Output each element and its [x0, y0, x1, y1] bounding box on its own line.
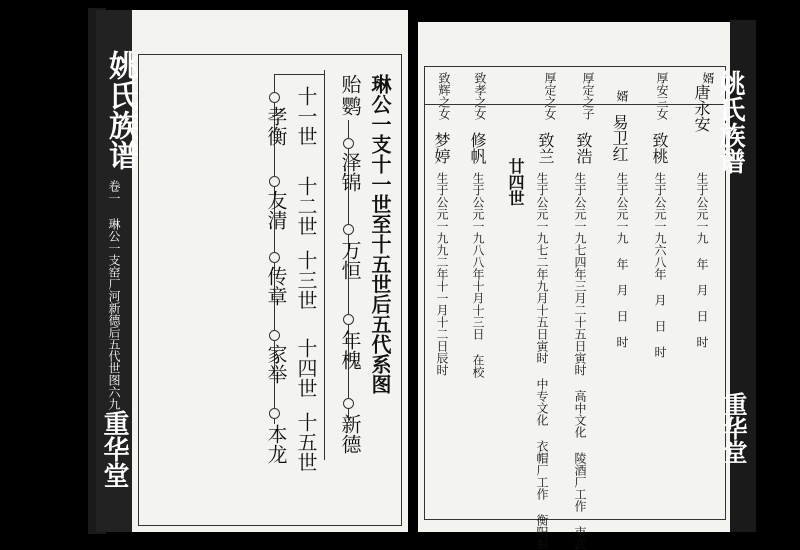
gen-11: 十一世 — [294, 86, 318, 146]
node — [269, 92, 280, 103]
col3-name: 易卫红 — [610, 114, 629, 162]
gen-divider — [324, 70, 325, 460]
col4-birth: 生于公元一九七四年三月二十五日寅时 高中文化 陵酒厂工作 市武 — [573, 172, 587, 550]
gen-24: 廿四世 — [506, 158, 525, 206]
col7-name: 修帆 — [468, 132, 487, 164]
right-page — [418, 22, 748, 550]
col1-name: 唐永安 — [692, 84, 711, 132]
header-rule — [424, 104, 724, 105]
name-nianhuai: 年槐 — [338, 330, 362, 370]
name-yi: 贻 — [338, 74, 362, 94]
hall-name-right: 重华堂 — [719, 392, 748, 464]
col2-name: 致桃 — [650, 132, 669, 164]
name-jiaju: 家举 — [264, 344, 288, 384]
col5-birth: 生于公元一九七二年九月十五日寅时 中专文化 衣帽厂工作 衡阳制 — [535, 172, 549, 550]
name-benlong: 本龙 — [264, 424, 288, 464]
name-xiaoheng: 孝衡 — [264, 106, 288, 146]
col7-birth: 生于公元一九八八年十月十三日 在校 — [471, 172, 485, 378]
node — [269, 176, 280, 187]
chart-title: 琳公一支十一世至十五世后五代系图 — [368, 74, 392, 394]
node — [269, 408, 280, 419]
col1-birth: 生于公元一九 年 月 日 时 — [695, 172, 709, 348]
name-youqing: 友清 — [264, 190, 288, 230]
col8-birth: 生于公元一九九二年十一月十二日辰时 — [435, 172, 449, 376]
col7-rel: 致孝之女 — [473, 72, 487, 120]
col1-rel: 婿 — [701, 72, 715, 84]
col4-name: 致浩 — [574, 132, 593, 164]
node — [343, 398, 354, 409]
gen-12: 十二世 — [294, 176, 318, 236]
gen-15: 十五世 — [294, 412, 318, 472]
col8-name: 梦婷 — [432, 132, 451, 164]
col5-name: 致兰 — [536, 132, 555, 164]
node — [343, 224, 354, 235]
gen-14: 十四世 — [294, 338, 318, 398]
col3-rel: 婿 — [615, 90, 629, 102]
node — [269, 252, 280, 263]
name-zejin: 泽锦 — [338, 152, 362, 192]
hall-name-left: 重华堂 — [99, 410, 129, 488]
col4-rel: 厚定之子 — [581, 72, 595, 120]
name-ying: 鹦 — [338, 96, 362, 116]
book-title-right: 姚氏族谱 — [715, 70, 745, 174]
name-xinde: 新德 — [338, 414, 362, 454]
connector — [274, 74, 324, 75]
name-chuanzhang: 传章 — [264, 266, 288, 306]
margin-info: 卷一 琳公一支窑厂河新德后五代世图六九 — [107, 180, 121, 410]
col3-birth: 生于公元一九 年 月 日 时 — [615, 172, 629, 348]
left-page — [96, 10, 408, 532]
col5-rel: 厚定之女 — [543, 72, 557, 120]
node — [269, 330, 280, 341]
node — [343, 138, 354, 149]
col2-rel: 厚安三女 — [655, 72, 669, 120]
book-title-left: 姚氏族谱 — [103, 50, 138, 170]
node — [343, 314, 354, 325]
gen-13: 十三世 — [294, 250, 318, 310]
col2-birth: 生于公元一九六八年 月 日 时 — [653, 172, 667, 358]
col8-rel: 致辉之女 — [437, 72, 451, 120]
name-wanheng: 万恒 — [338, 240, 362, 280]
